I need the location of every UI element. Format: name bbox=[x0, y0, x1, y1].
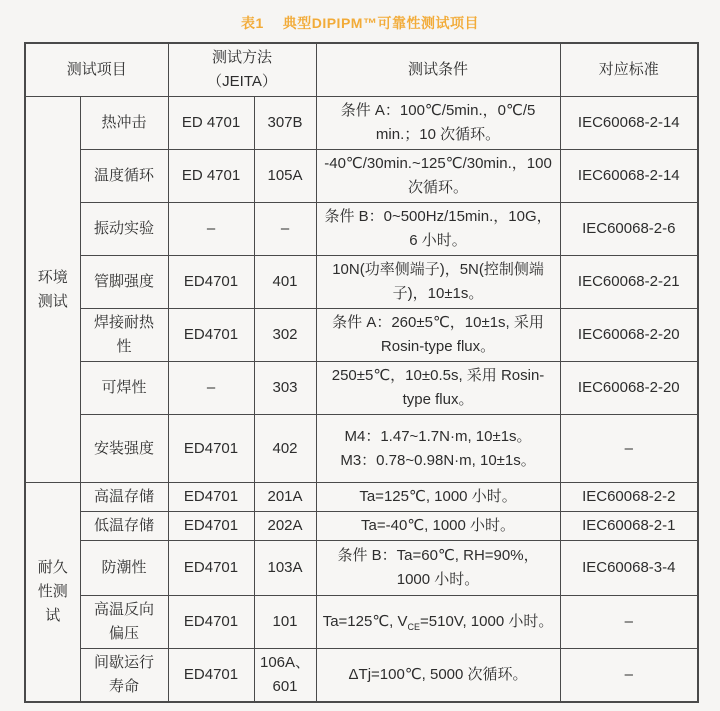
cell-test-condition: 250±5℃，10±0.5s, 采用 Rosin-type flux。 bbox=[316, 362, 560, 415]
cell-method-standard: ED4701 bbox=[168, 596, 254, 649]
cell-standard: – bbox=[560, 596, 698, 649]
table-row bbox=[25, 483, 698, 512]
cell-method-standard: ED 4701 bbox=[168, 150, 254, 203]
cell-method-number: 201A bbox=[254, 483, 316, 512]
table-row bbox=[25, 415, 698, 483]
table-row bbox=[25, 596, 698, 649]
table-title: 表1 典型DIPIPM™可靠性测试项目 bbox=[241, 15, 479, 31]
condition-text-post: =510V, 1000 小时。 bbox=[420, 613, 554, 630]
cell-method-standard: – bbox=[168, 362, 254, 415]
cell-test-item: 温度循环 bbox=[80, 150, 168, 203]
cell-test-condition: 条件 A：100℃/5min.，0℃/5 min.；10 次循环。 bbox=[316, 97, 560, 150]
cell-standard: IEC60068-2-20 bbox=[560, 362, 698, 415]
header-test-condition: 测试条件 bbox=[316, 43, 560, 97]
cell-test-condition: 条件 B：Ta=60℃, RH=90%，1000 小时。 bbox=[316, 541, 560, 596]
cell-test-item: 热冲击 bbox=[80, 97, 168, 150]
header-standard: 对应标准 bbox=[560, 43, 698, 97]
cell-test-condition: 条件 A：260±5℃，10±1s, 采用 Rosin-type flux。 bbox=[316, 309, 560, 362]
cell-test-condition: -40℃/30min.~125℃/30min.，100 次循环。 bbox=[316, 150, 560, 203]
cell-test-item: 高温存储 bbox=[80, 483, 168, 512]
header-test-method bbox=[168, 43, 316, 97]
cell-test-item: 焊接耐热性 bbox=[80, 309, 168, 362]
cell-standard: IEC60068-2-20 bbox=[560, 309, 698, 362]
header-test-item: 测试项目 bbox=[25, 43, 168, 97]
vce-subscript: CE bbox=[407, 622, 421, 632]
condition-line-1: M4：1.47~1.7N·m, 10±1s。 bbox=[344, 427, 532, 445]
cell-test-item: 防潮性 bbox=[80, 541, 168, 596]
cell-method-standard: ED4701 bbox=[168, 512, 254, 541]
header-test-method-line2: （JEITA） bbox=[207, 73, 277, 90]
table-row bbox=[25, 256, 698, 309]
cell-method-standard: ED4701 bbox=[168, 256, 254, 309]
group-label-environment: 环境测试 bbox=[25, 97, 80, 483]
cell-method-number: 202A bbox=[254, 512, 316, 541]
cell-method-standard: ED4701 bbox=[168, 483, 254, 512]
table-row bbox=[25, 362, 698, 415]
cell-method-number: 105A bbox=[254, 150, 316, 203]
cell-standard: – bbox=[560, 649, 698, 703]
cell-test-item: 高温反向偏压 bbox=[80, 596, 168, 649]
cell-standard: IEC60068-2-21 bbox=[560, 256, 698, 309]
cell-standard: IEC60068-2-14 bbox=[560, 150, 698, 203]
cell-method-standard: – bbox=[168, 203, 254, 256]
header-row bbox=[25, 43, 698, 97]
table-row bbox=[25, 150, 698, 203]
table-row bbox=[25, 512, 698, 541]
cell-test-item: 振动实验 bbox=[80, 203, 168, 256]
table-row bbox=[25, 97, 698, 150]
cell-method-number: 402 bbox=[254, 415, 316, 483]
reliability-table bbox=[24, 42, 699, 703]
condition-text-pre: Ta=125℃, V bbox=[322, 613, 408, 630]
cell-method-standard: ED4701 bbox=[168, 649, 254, 703]
cell-test-condition: Ta=125℃, 1000 小时。 bbox=[316, 483, 560, 512]
cell-standard: IEC60068-2-14 bbox=[560, 97, 698, 150]
cell-method-number: 401 bbox=[254, 256, 316, 309]
cell-standard: – bbox=[560, 415, 698, 483]
cell-method-standard: ED4701 bbox=[168, 415, 254, 483]
table-row bbox=[25, 541, 698, 596]
cell-test-item: 安装强度 bbox=[80, 415, 168, 483]
cell-test-item: 低温存储 bbox=[80, 512, 168, 541]
condition-line-2: M3：0.78~0.98N·m, 10±1s。 bbox=[340, 451, 536, 469]
table-row bbox=[25, 309, 698, 362]
cell-test-item: 可焊性 bbox=[80, 362, 168, 415]
cell-standard: IEC60068-2-6 bbox=[560, 203, 698, 256]
cell-test-item: 管脚强度 bbox=[80, 256, 168, 309]
cell-method-number: 307B bbox=[254, 97, 316, 150]
cell-method-number: 302 bbox=[254, 309, 316, 362]
cell-test-item: 间歇运行寿命 bbox=[80, 649, 168, 703]
cell-test-condition: ΔTj=100℃, 5000 次循环。 bbox=[316, 649, 560, 703]
cell-test-condition bbox=[316, 415, 560, 483]
cell-method-standard: ED 4701 bbox=[168, 97, 254, 150]
cell-standard: IEC60068-2-1 bbox=[560, 512, 698, 541]
cell-test-condition: Ta=-40℃, 1000 小时。 bbox=[316, 512, 560, 541]
cell-method-number: 103A bbox=[254, 541, 316, 596]
cell-standard: IEC60068-2-2 bbox=[560, 483, 698, 512]
table-row bbox=[25, 649, 698, 703]
cell-method-number: – bbox=[254, 203, 316, 256]
cell-method-number: 303 bbox=[254, 362, 316, 415]
cell-test-condition: 10N(功率侧端子)，5N(控制侧端子)，10±1s。 bbox=[316, 256, 560, 309]
cell-method-number: 106A、601 bbox=[254, 649, 316, 703]
cell-method-number: 101 bbox=[254, 596, 316, 649]
header-test-method-line1: 测试方法 bbox=[212, 49, 273, 66]
cell-method-standard: ED4701 bbox=[168, 541, 254, 596]
cell-test-condition: 条件 B：0~500Hz/15min.，10G，6 小时。 bbox=[316, 203, 560, 256]
table-row bbox=[25, 203, 698, 256]
cell-standard: IEC60068-3-4 bbox=[560, 541, 698, 596]
group-label-durability: 耐久性测试 bbox=[25, 483, 80, 703]
cell-method-standard: ED4701 bbox=[168, 309, 254, 362]
cell-test-condition bbox=[316, 596, 560, 649]
